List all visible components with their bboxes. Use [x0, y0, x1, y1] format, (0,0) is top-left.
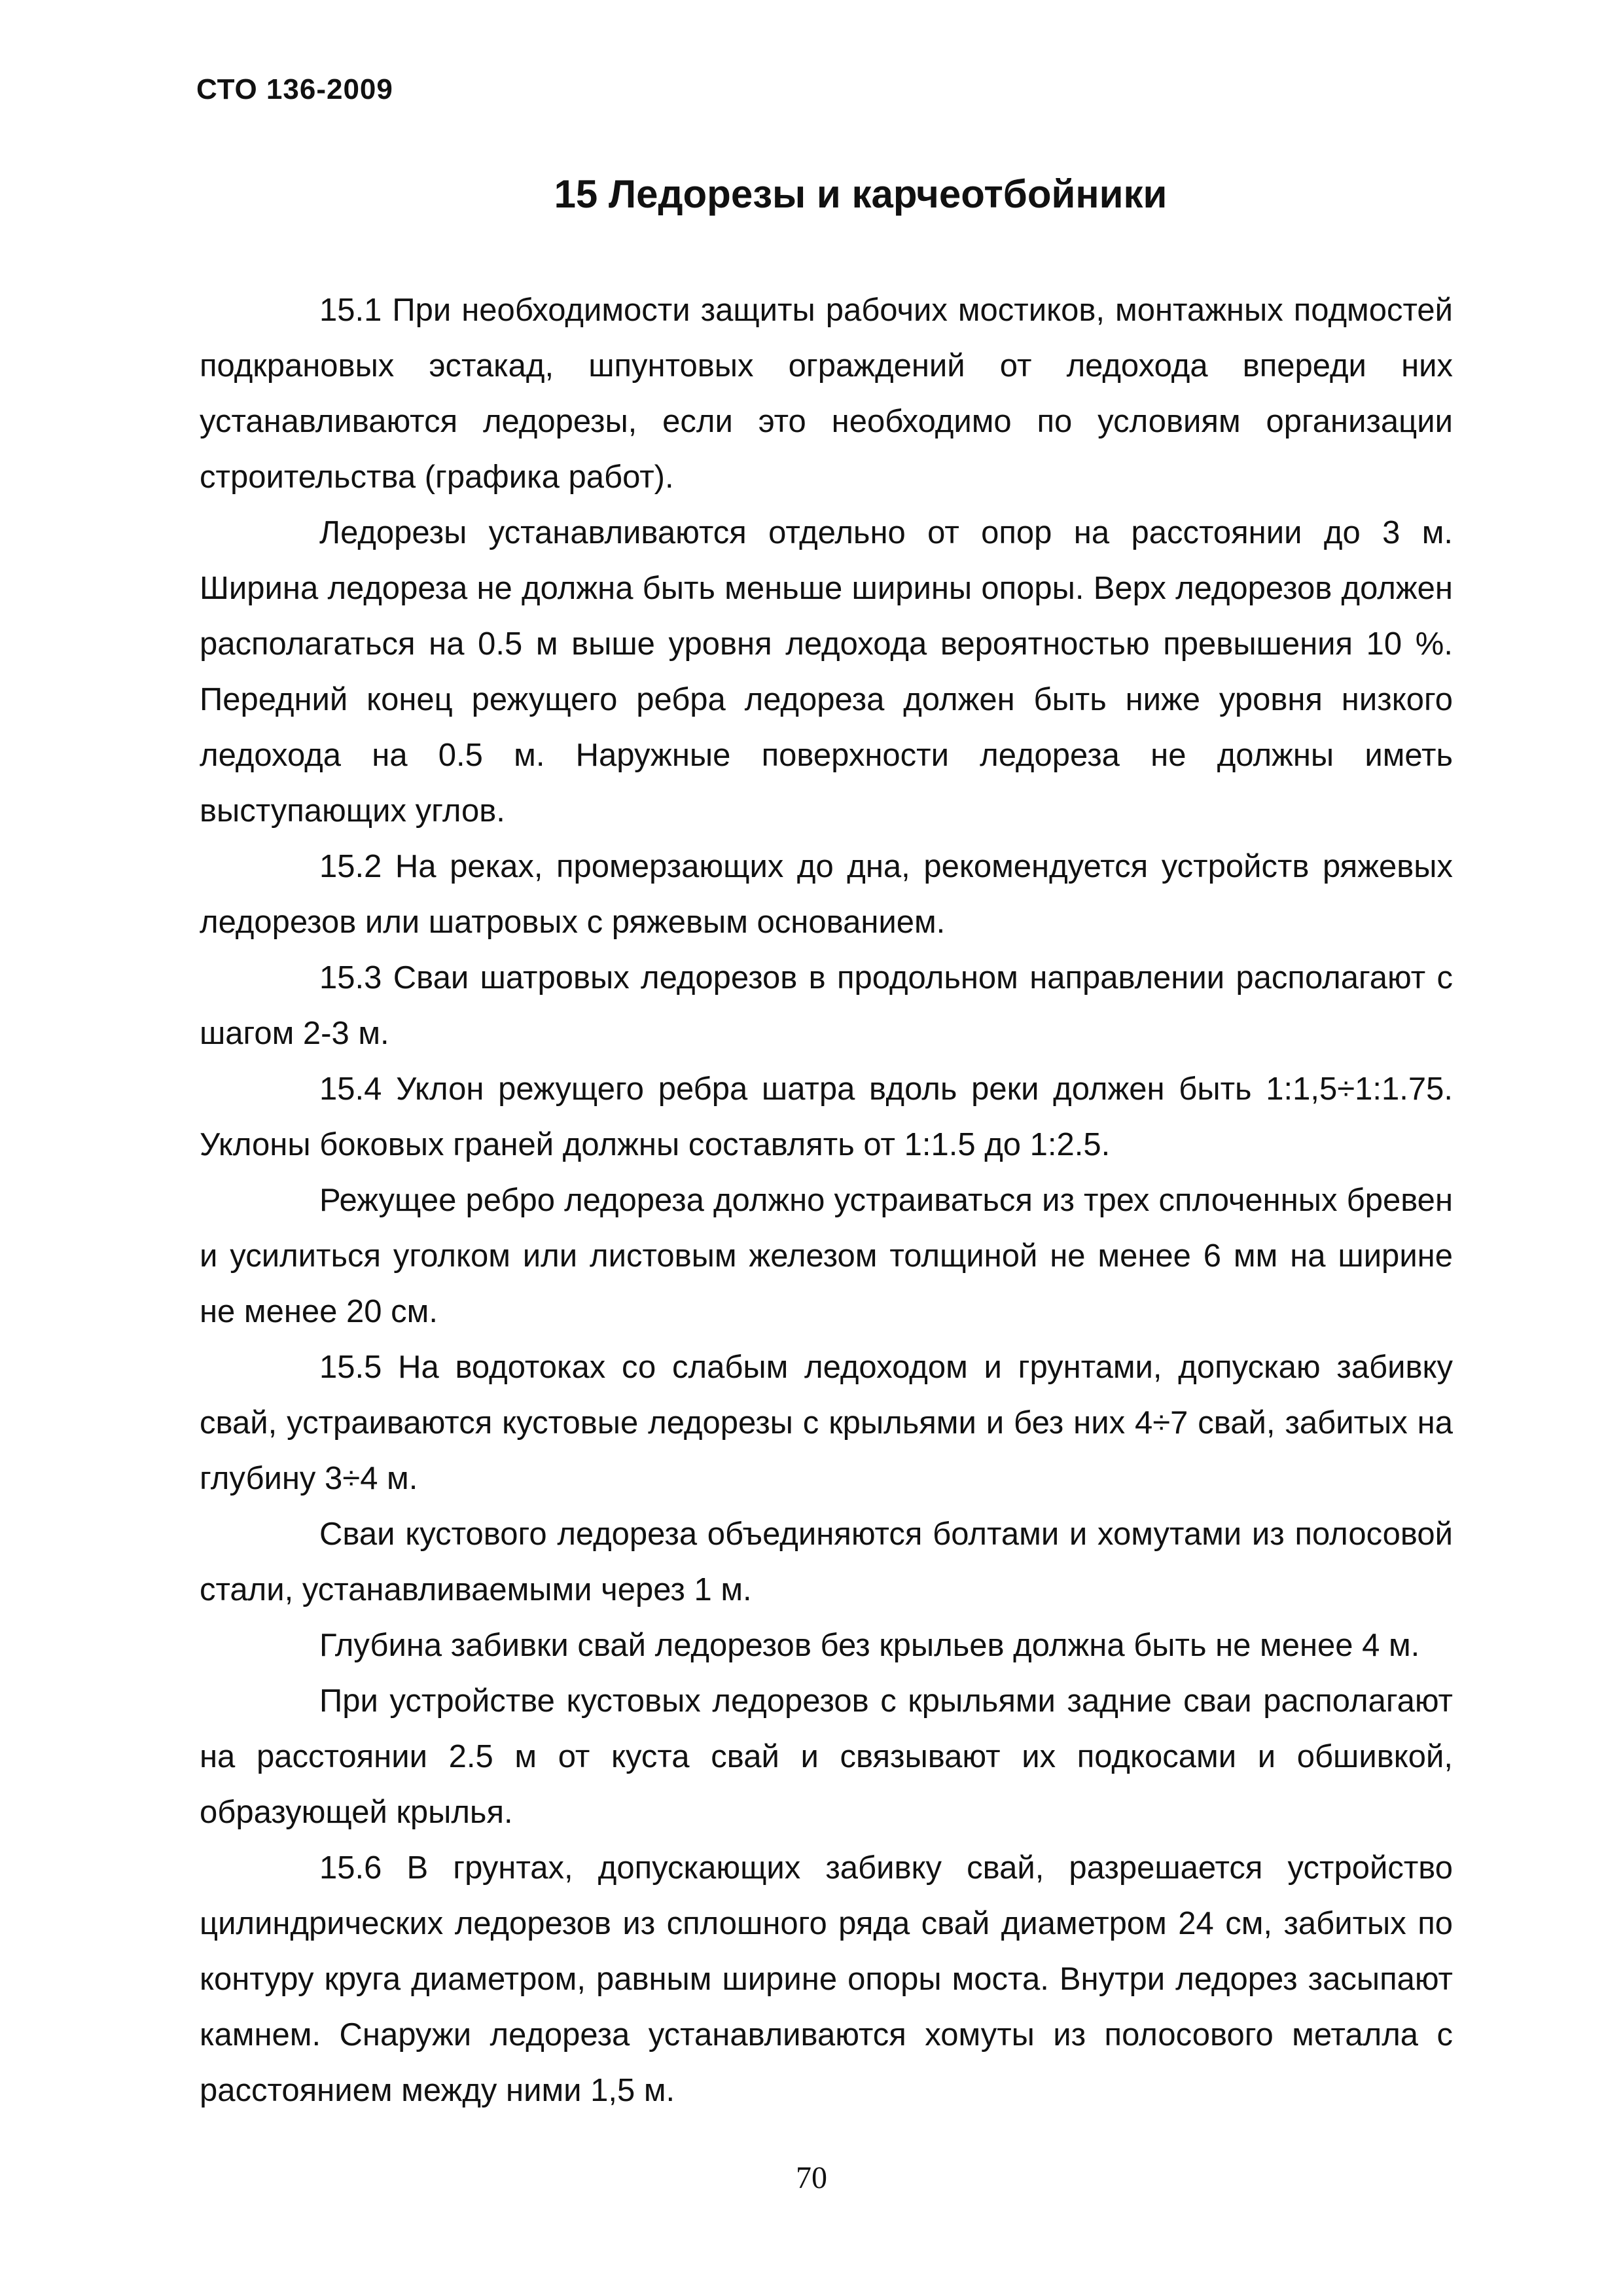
body-text: [200, 283, 1453, 2119]
paragraph-15-3: 15.3 Сваи шатровых ледорезов в продольном направлении располагают с шагом 2-3 м.: [200, 960, 1453, 1051]
paragraph-15-4: 15.4 Уклон режущего ребра шатра вдоль реки должен быть 1:1,5÷1:1.75. Уклоны боковых граней должны составлять от 1:1.5 до 1:2.5.: [200, 1071, 1453, 1162]
paragraph-15-2: 15.2 На реках, промерзающих до дна, рекомендуется устройств ряжевых ледорезов или шатровых с ряжевым основанием.: [200, 849, 1453, 940]
paragraph-15-1: 15.1 При необходимости защиты рабочих мостиков, монтажных подмостей подкрановых эстакад, шпунтовых ограждений от ледохода впереди них устанавливаются ледорезы, если это необходимо по условиям организации строительства (графика работ).: [200, 293, 1453, 495]
page-number: 70: [796, 2161, 827, 2195]
paragraph-driving-depth: Глубина забивки свай ледорезов без крыльев должна быть не менее 4 м.: [319, 1628, 1420, 1663]
paragraph-icebreaker-placement: Ледорезы устанавливаются отдельно от опор на расстоянии до 3 м. Ширина ледореза не должна быть меньше ширины опоры. Верх ледорезов должен располагаться на 0.5 м выше уровня ледохода вероятностью превышения 10 %. Передний конец режущего ребра ледореза должен быть ниже уровня низкого ледохода на 0.5 м. Наружные поверхности ледореза не должны иметь выступающих углов.: [200, 515, 1453, 829]
paragraph-cutting-edge: Режущее ребро ледореза должно устраиваться из трех сплоченных бревен и усилиться уголком или листовым железом толщиной не менее 6 мм на ширине не менее 20 см.: [200, 1183, 1453, 1329]
document-code: СТО 136-2009: [196, 73, 393, 105]
paragraph-pile-cluster: Сваи кустового ледореза объединяются болтами и хомутами из полосовой стали, устанавливаемыми через 1 м.: [200, 1516, 1453, 1607]
section-title: 15 Ледорезы и карчеотбойники: [554, 172, 1168, 216]
paragraph-wings: При устройстве кустовых ледорезов с крыльями задние сваи располагают на расстоянии 2.5 м от куста свай и связывают их подкосами и обшивкой, образующей крылья.: [200, 1683, 1453, 1830]
paragraph-15-6: 15.6 В грунтах, допускающих забивку свай, разрешается устройство цилиндрических ледорезов из сплошного ряда свай диаметром 24 см, забитых по контуру круга диаметром, равным ширине опоры моста. Внутри ледорез засыпают камнем. Снаружи ледореза устанавливаются хомуты из полосового металла с расстоянием между ними 1,5 м.: [200, 1850, 1453, 2108]
paragraph-15-5: 15.5 На водотоках со слабым ледоходом и грунтами, допускаю забивку свай, устраиваются кустовые ледорезы с крыльями и без них 4÷7 свай, забитых на глубину 3÷4 м.: [200, 1350, 1453, 1496]
